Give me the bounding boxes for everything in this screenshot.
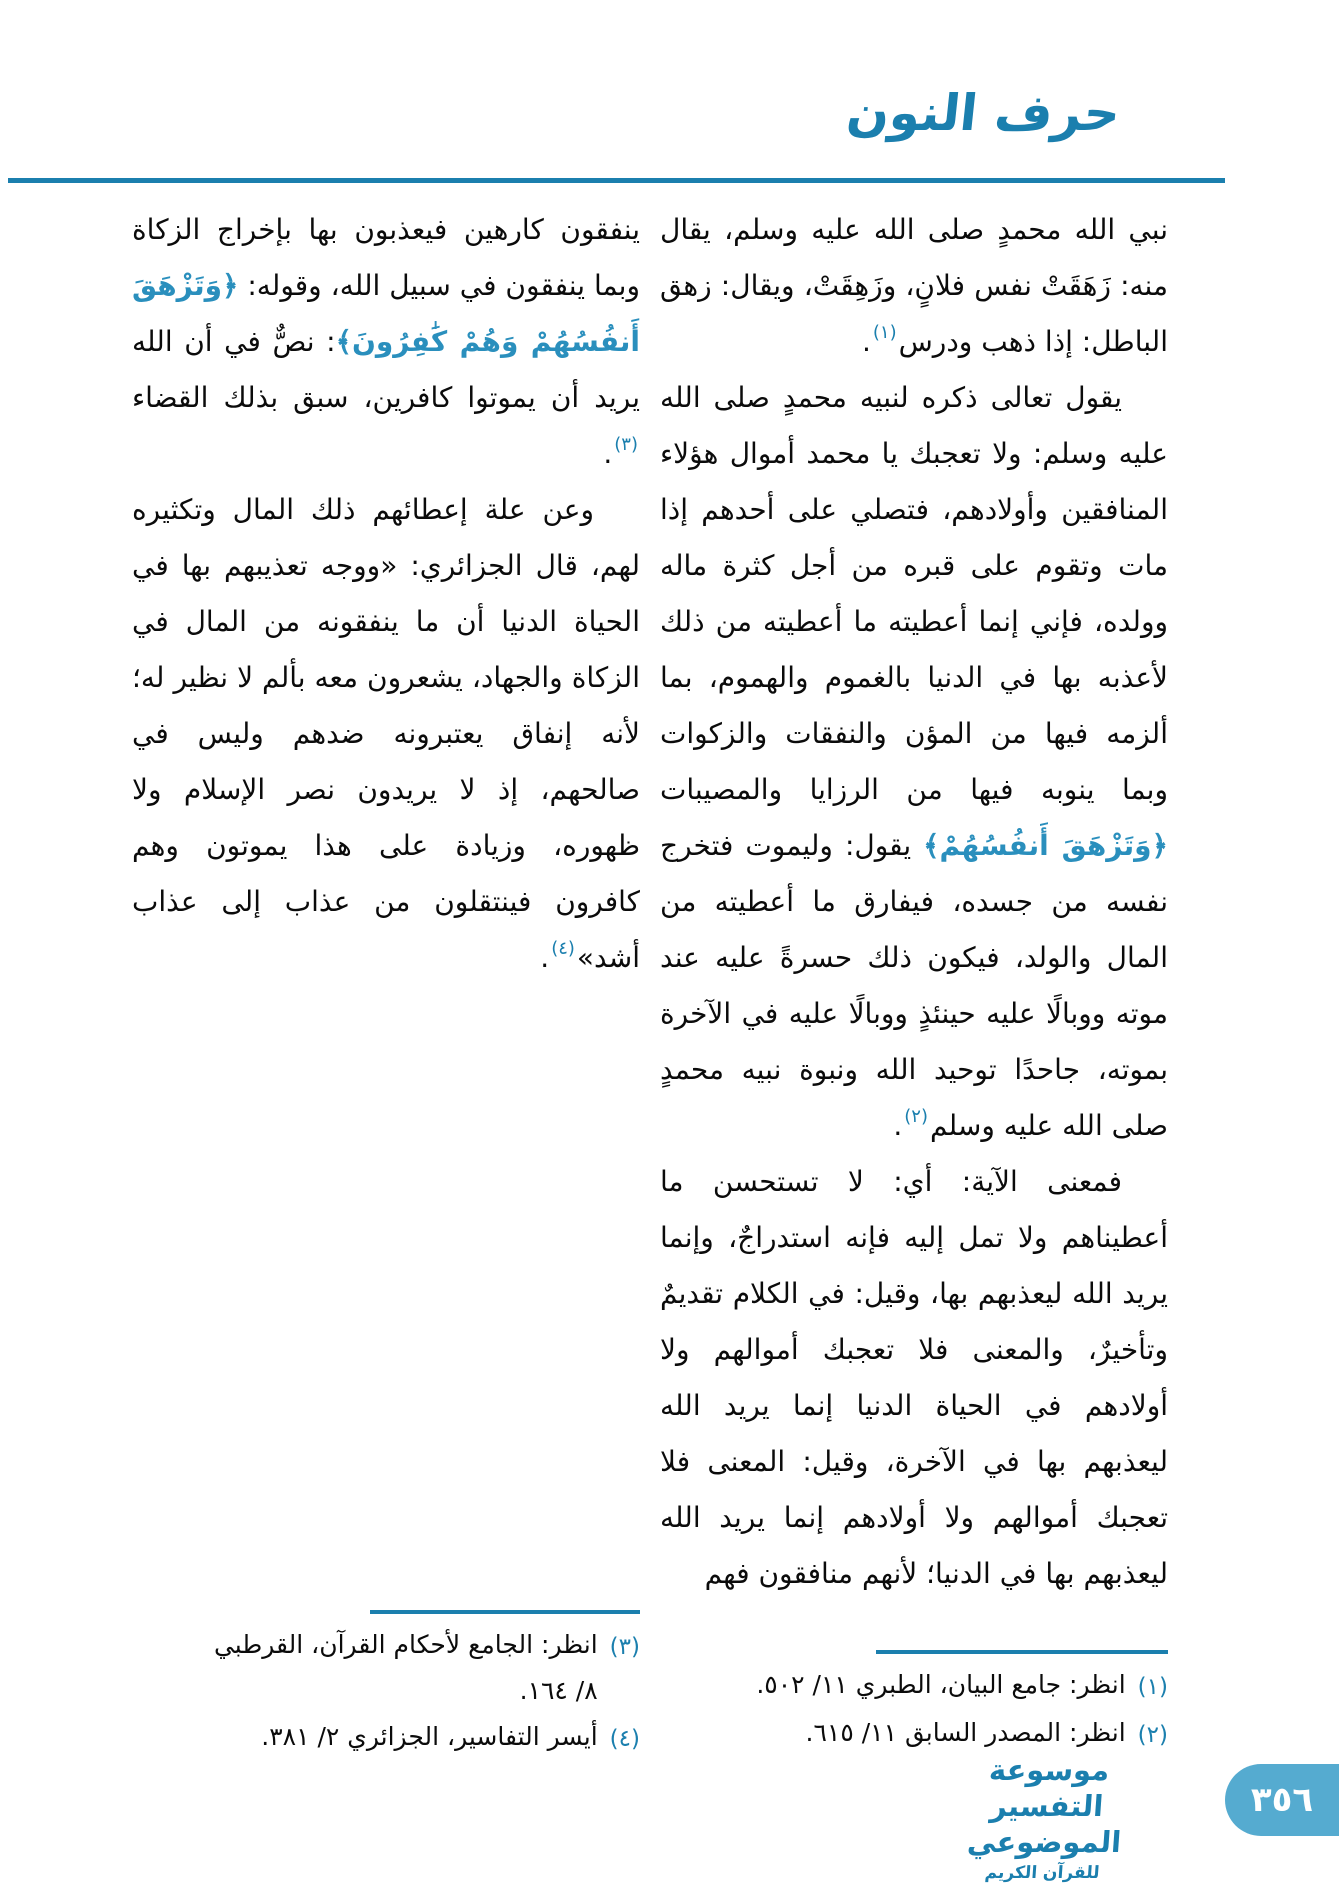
body-text: .	[603, 437, 613, 470]
body-text: يقول: وليموت فتخرج نفسه من جسده، فيفارق ما أعطيته من المال والولد، فيكون ذلك حسرةً عليه عند موته ووبالًا عليه حينئذٍ ووبالًا عليه في الآخرة بموته، جاحدًا توحيد الله ونبوة نبيه محمدٍ صلى الله عليه وسلم	[660, 829, 1168, 1142]
column-left	[132, 202, 640, 986]
body-text: فمعنى الآية: أي: لا تستحسن ما أعطيناهم ولا تمل إليه فإنه استدراجٌ، وإنما يريد الله ليعذبهم بها، وقيل: في الكلام تقديمٌ وتأخيرٌ، والمعنى فلا تعجبك أموالهم ولا أولادهم في الحياة الدنيا إنما يريد الله ليعذبهم بها في الآخرة، وقيل: المعنى فلا تعجبك أموالهم ولا أولادهم إنما يريد الله ليعذبهم بها في الدنيا؛ لأنهم منافقون فهم	[660, 1165, 1168, 1590]
footnote-ref: (١)	[872, 321, 897, 343]
footnote-number: (٤)	[609, 1726, 640, 1752]
body-text: .	[540, 941, 550, 974]
footnote-separator-right	[876, 1650, 1168, 1654]
footnote-number: (١)	[1137, 1674, 1168, 1700]
paragraph	[132, 482, 640, 986]
publisher-logo-subtitle: للقرآن الكريم	[984, 1863, 1101, 1883]
footnote-number: (٣)	[609, 1634, 640, 1660]
quran-verse: ﴿وَتَزْهَقَ أَنفُسُهُمْ﴾	[923, 829, 1168, 862]
footnote-line: انظر: الجامع لأحكام القرآن، القرطبي	[213, 1630, 598, 1659]
footnote-line: ٨/ ١٦٤.	[519, 1676, 598, 1705]
body-text: نبي الله محمدٍ صلى الله عليه وسلم، يقال منه: زَهَقَتْ نفس فلانٍ، وزَهِقَتْ، ويقال: زهق الباطل: إذا ذهب ودرس	[660, 213, 1168, 358]
body-text: : نصٌّ في أن الله يريد أن يموتوا كافرين، سبق بذلك القضاء	[132, 325, 640, 414]
footnote-number: (٢)	[1137, 1722, 1168, 1748]
body-text: .	[861, 325, 871, 358]
publisher-logo	[923, 1752, 1168, 1883]
footnote	[132, 1622, 640, 1714]
footnote-line: أيسر التفاسير، الجزائري ٢/ ٣٨١.	[261, 1722, 598, 1751]
chapter-title: حرف النون	[843, 84, 1124, 142]
footnote-text	[132, 1622, 598, 1714]
footnote-line: انظر: جامع البيان، الطبري ١١/ ٥٠٢.	[756, 1670, 1126, 1699]
paragraph	[132, 202, 640, 482]
paragraph	[660, 1154, 1168, 1602]
paragraph	[660, 202, 1168, 370]
footnotes-left	[132, 1622, 640, 1762]
footnote-ref: (٤)	[551, 937, 575, 959]
footnote	[132, 1714, 640, 1762]
header-rule	[8, 178, 1225, 183]
publisher-logo-title: موسوعة التفسير الموضوعي	[966, 1753, 1123, 1859]
footnote	[660, 1710, 1168, 1758]
column-right	[660, 202, 1168, 1602]
footnote-text	[660, 1710, 1126, 1756]
footnote-line: انظر: المصدر السابق ١١/ ٦١٥.	[805, 1718, 1126, 1747]
footnote	[660, 1662, 1168, 1710]
body-text: يقول تعالى ذكره لنبيه محمدٍ صلى الله عليه وسلم: ولا تعجبك يا محمد أموال هؤلاء المنافقين وأولادهم، فتصلي على أحدهم إذا مات وتقوم على قبره من أجل كثرة ماله وولده، فإني إنما أعطيته ما أعطيته من ذلك لأعذبه بها في الدنيا بالغموم والهموم، بما ألزمه فيها من المؤن والنفقات والزكوات وبما ينوبه فيها من الرزايا والمصيبات	[660, 381, 1168, 806]
quran-verse: ﴿وَتَزْهَقَ أَنفُسُهُمْ وَهُمْ كَٰفِرُونَ﴾	[132, 269, 640, 358]
paragraph	[660, 370, 1168, 1154]
page-number-badge: ٣٥٦	[1225, 1764, 1339, 1836]
footnote-ref: (٣)	[614, 433, 638, 455]
footnote-separator-left	[370, 1610, 640, 1614]
footnote-ref: (٢)	[904, 1105, 928, 1127]
footnote-text	[132, 1714, 598, 1760]
body-text: .	[893, 1109, 903, 1142]
footnotes-right	[660, 1662, 1168, 1758]
body-text: ينفقون كارهين فيعذبون بها بإخراج الزكاة وبما ينفقون في سبيل الله، وقوله:	[132, 213, 640, 302]
footnote-text	[660, 1662, 1126, 1708]
body-text: وعن علة إعطائهم ذلك المال وتكثيره لهم، قال الجزائري: «ووجه تعذيبهم بها في الحياة الدنيا أن ما ينفقونه من المال في الزكاة والجهاد، يشعرون معه بألم لا نظير له؛ لأنه إنفاق يعتبرونه ضدهم وليس في صالحهم، إذ لا يريدون نصر الإسلام ولا ظهوره، وزيادة على هذا يموتون وهم كافرون فينتقلون من عذاب إلى عذاب أشد»	[132, 493, 640, 974]
